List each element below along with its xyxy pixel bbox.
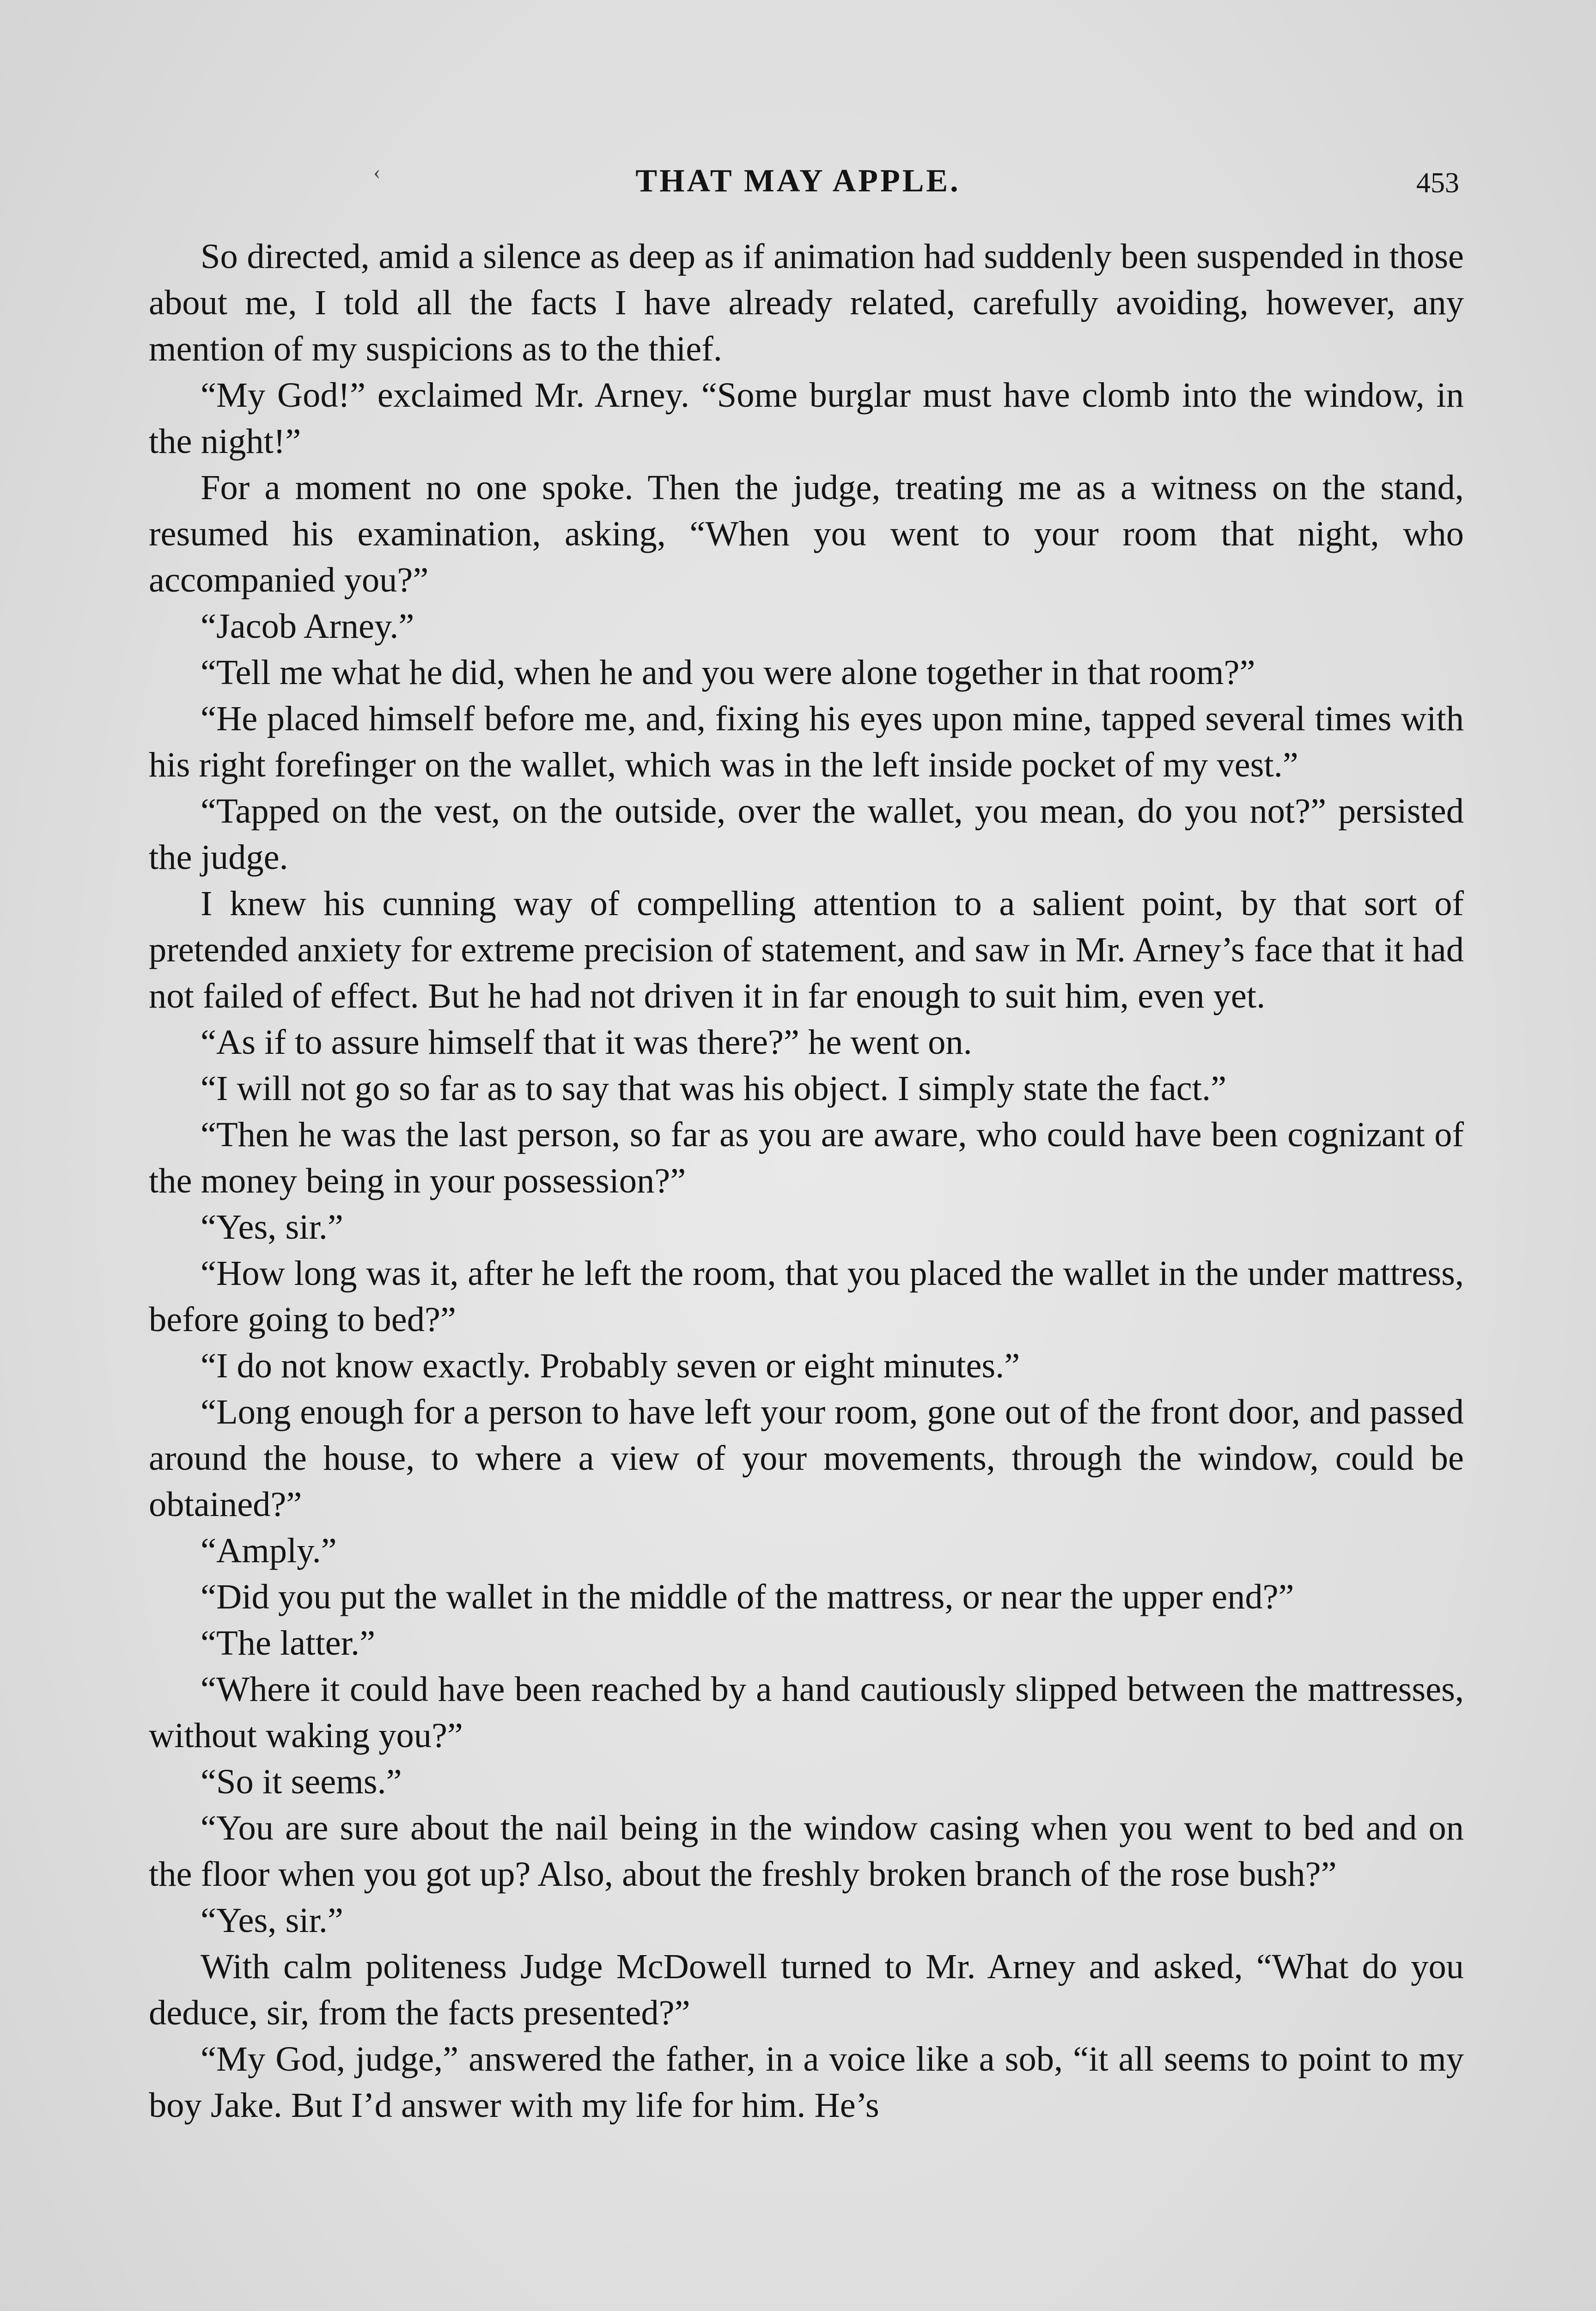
paragraph: I knew his cunning way of compelling attention to a salient point, by that sort of pretended anxiety for extreme precision of statement, and saw in Mr. Arney’s face that it had not failed of effect. But he had not driven it in far enough to suit him, even yet.: [149, 884, 1464, 1015]
paragraph: “As if to assure himself that it was there?” he went on.: [201, 1022, 972, 1062]
paragraph: “Tell me what he did, when he and you were alone together in that room?”: [201, 653, 1255, 692]
paragraph: “He placed himself before me, and, fixing his eyes upon mine, tapped several times with his right forefinger on the wallet, which was in the left inside pocket of my vest.”: [149, 699, 1464, 784]
paragraph: “My God, judge,” answered the father, in a voice like a sob, “it all seems to point to my boy Jake. But I’d answer with my life for him. He’s: [149, 2039, 1464, 2125]
running-title: THAT MAY APPLE.: [635, 163, 961, 199]
paragraph: “Then he was the last person, so far as you are aware, who could have been cognizant of the money being in your possession?”: [149, 1115, 1464, 1200]
paragraph: “How long was it, after he left the room, that you placed the wallet in the under mattress, before going to bed?”: [149, 1253, 1464, 1339]
paragraph: “I do not know exactly. Probably seven or eight minutes.”: [201, 1346, 1020, 1385]
paragraph: “Tapped on the vest, on the outside, over the wallet, you mean, do you not?” persisted the judge.: [149, 791, 1464, 877]
paragraph: “The latter.”: [201, 1623, 376, 1663]
paragraph: “Where it could have been reached by a hand cautiously slipped between the mattresses, without waking you?”: [149, 1669, 1464, 1755]
page-number: 453: [1416, 167, 1459, 199]
paragraph: “Yes, sir.”: [201, 1207, 343, 1247]
running-head: [0, 158, 1596, 209]
paragraph: “Jacob Arney.”: [201, 606, 414, 646]
body-text: [149, 233, 1464, 2128]
paragraph: “My God!” exclaimed Mr. Arney. “Some burglar must have clomb into the window, in the night!”: [149, 375, 1464, 461]
paragraph: “I will not go so far as to say that was his object. I simply state the fact.”: [201, 1069, 1227, 1108]
paragraph: “Yes, sir.”: [201, 1901, 343, 1940]
paragraph: “Did you put the wallet in the middle of the mattress, or near the upper end?”: [201, 1577, 1294, 1616]
paragraph: For a moment no one spoke. Then the judge, treating me as a witness on the stand, resumed his examination, asking, “When you went to your room that night, who accompanied you?”: [149, 468, 1464, 599]
paragraph: “You are sure about the nail being in the window casing when you went to bed and on the floor when you got up? Also, about the freshly broken branch of the rose bush?”: [149, 1808, 1464, 1894]
paragraph: “Amply.”: [201, 1531, 337, 1570]
paragraph: “So it seems.”: [201, 1762, 402, 1801]
paragraph: So directed, amid a silence as deep as if animation had suddenly been suspended in those about me, I told all the facts I have already related, carefully avoiding, however, any mention of my suspicions as to the thief.: [149, 237, 1464, 368]
paragraph: “Long enough for a person to have left your room, gone out of the front door, and passed around the house, to where a view of your movements, through the window, could be obtained?”: [149, 1392, 1464, 1524]
print-speck: ‹: [373, 160, 381, 183]
paragraph: With calm politeness Judge McDowell turned to Mr. Arney and asked, “What do you deduce, sir, from the facts presented?”: [149, 1947, 1464, 2032]
